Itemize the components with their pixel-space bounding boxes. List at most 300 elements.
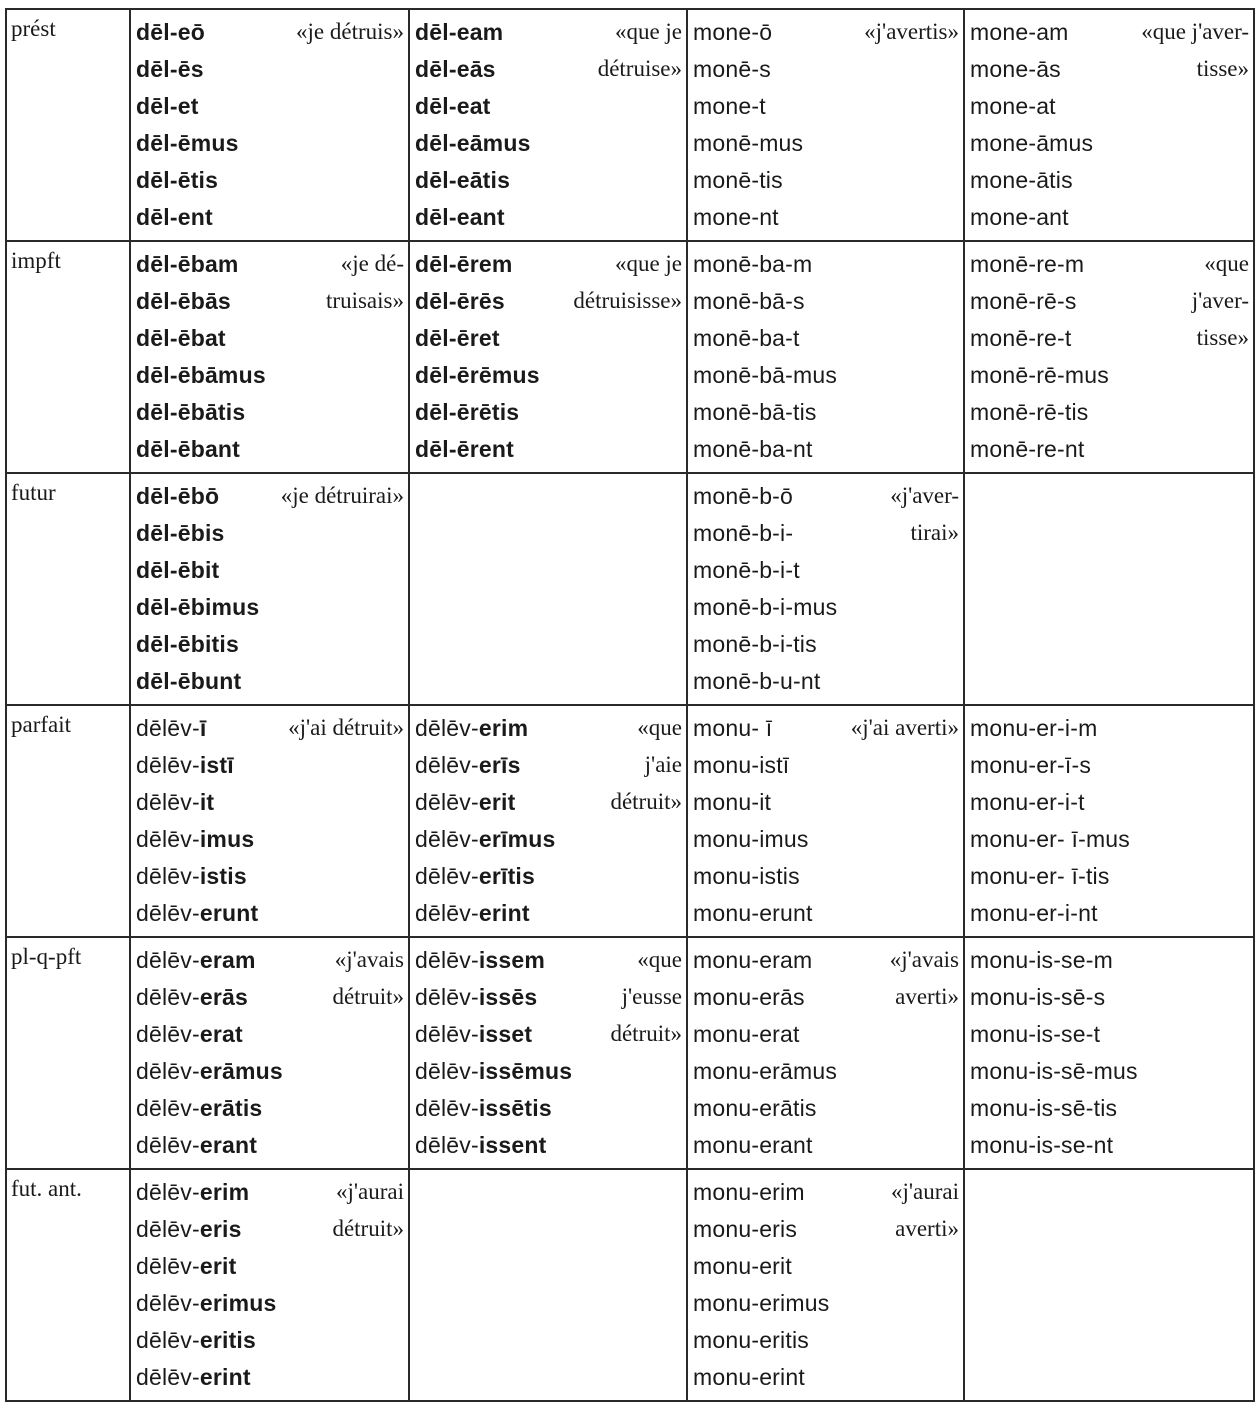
verb-stem: dēl-: [415, 288, 457, 314]
verb-form-line: [136, 16, 404, 53]
verb-ending: et: [177, 93, 199, 119]
verb-stem: dēlēv-: [415, 1058, 479, 1084]
verb-ending: erītis: [478, 863, 536, 889]
verb-form: [693, 164, 783, 201]
translation-gloss: détruise»: [597, 56, 682, 81]
verb-stem: monē-bā-tis: [693, 399, 817, 425]
verb-form: [415, 1018, 532, 1055]
verb-form: [693, 1287, 829, 1324]
verb-form-line: [136, 1287, 404, 1324]
verb-form: [693, 201, 779, 238]
verb-form: [136, 201, 213, 238]
verb-stem: monu-erant: [693, 1132, 813, 1158]
verb-ending: issēmus: [478, 1058, 573, 1084]
translation-gloss: tisse»: [1196, 325, 1249, 350]
verb-ending: erunt: [199, 900, 259, 926]
verb-ending: istis: [199, 863, 247, 889]
verb-form-line: [970, 90, 1249, 127]
verb-form: [693, 16, 772, 53]
verb-stem: monu-istī: [693, 752, 790, 778]
verb-form: [970, 712, 1097, 749]
translation-gloss: détruit»: [332, 1216, 404, 1241]
verb-form-line: [415, 396, 682, 433]
verb-stem: monu-er- ī-mus: [970, 826, 1130, 852]
translation-gloss: «je dé-: [340, 251, 404, 276]
verb-stem: dēlēv-: [136, 826, 200, 852]
verb-stem: dēlēv-: [415, 984, 479, 1010]
verb-form-line: [970, 201, 1249, 238]
verb-form-line: [415, 90, 682, 127]
translation-gloss: «que: [637, 947, 682, 972]
verb-stem: monē-b-u-nt: [693, 668, 821, 694]
verb-form-line: [136, 433, 404, 470]
verb-ending: ēbam: [177, 251, 239, 277]
verb-form-line: [693, 749, 959, 786]
conjugation-cell: [409, 473, 687, 705]
verb-stem: dēl-: [136, 93, 178, 119]
verb-stem: mone-am: [970, 19, 1069, 45]
tense-row: [6, 705, 1254, 937]
verb-stem: dēl-: [136, 668, 178, 694]
verb-stem: dēlēv-: [415, 900, 479, 926]
verb-form-line: [136, 517, 404, 554]
verb-form: [415, 1092, 552, 1129]
verb-form-line: [693, 1324, 959, 1361]
verb-form: [693, 823, 809, 860]
verb-ending: ēbimus: [177, 594, 260, 620]
verb-form-line: [415, 359, 682, 396]
verb-ending: ērētis: [456, 399, 520, 425]
verb-form: [136, 248, 239, 285]
translation-gloss: «j'ai détruit»: [288, 715, 404, 740]
verb-ending: erīmus: [478, 826, 556, 852]
verb-form-line: [693, 90, 959, 127]
verb-form-line: [970, 749, 1249, 786]
verb-stem: monu-eris: [693, 1216, 798, 1242]
verb-ending: ērent: [456, 436, 514, 462]
verb-form: [136, 1361, 251, 1398]
verb-stem: dēl-: [415, 56, 457, 82]
verb-ending: eram: [199, 947, 256, 973]
verb-form: [415, 1055, 572, 1092]
verb-ending: ēbātis: [177, 399, 246, 425]
verb-stem: dēlēv-: [415, 947, 479, 973]
verb-ending: ēbant: [177, 436, 241, 462]
verb-form: [415, 433, 514, 470]
verb-form-line: [693, 16, 959, 53]
verb-form: [136, 1018, 243, 1055]
verb-form-line: [415, 1129, 682, 1166]
verb-stem: dēlēv-: [136, 1179, 200, 1205]
verb-form: [693, 127, 803, 164]
verb-form-line: [136, 860, 404, 897]
verb-stem: monē-b-i-mus: [693, 594, 838, 620]
verb-form: [136, 1092, 262, 1129]
verb-ending: ēbis: [177, 520, 225, 546]
verb-stem: dēlēv-: [136, 1364, 200, 1390]
translation-gloss: détruit»: [610, 789, 682, 814]
verb-stem: monu-eram: [693, 947, 813, 973]
verb-form: [136, 1250, 236, 1287]
tense-row: [6, 473, 1254, 705]
verb-form-line: [136, 127, 404, 164]
verb-form-line: [693, 1129, 959, 1166]
translation-gloss: tisse»: [1196, 56, 1249, 81]
verb-ending: ent: [177, 204, 213, 230]
verb-form: [693, 1092, 817, 1129]
verb-stem: dēl-: [415, 19, 457, 45]
verb-form: [970, 285, 1077, 322]
translation-gloss: j'aver-: [1191, 288, 1249, 313]
verb-stem: monu-erit: [693, 1253, 792, 1279]
verb-form-line: [136, 823, 404, 860]
verb-form-line: [970, 248, 1249, 285]
verb-form-line: [136, 396, 404, 433]
verb-form: [970, 749, 1091, 786]
conjugation-cell: [964, 705, 1254, 937]
verb-ending: ēbō: [177, 483, 220, 509]
verb-form: [136, 433, 240, 470]
verb-form: [970, 248, 1084, 285]
tense-label: pl-q-pft: [6, 937, 130, 1169]
verb-stem: monē-b-i-: [693, 520, 794, 546]
verb-form: [136, 396, 245, 433]
verb-stem: mone-at: [970, 93, 1056, 119]
verb-ending: ēbat: [177, 325, 226, 351]
verb-form: [970, 823, 1130, 860]
translation-gloss: «j'avertis»: [864, 19, 959, 44]
verb-form: [693, 285, 805, 322]
verb-form-line: [693, 823, 959, 860]
translation-gloss: «que je: [614, 19, 682, 44]
verb-form-line: [415, 201, 682, 238]
verb-form: [136, 554, 219, 591]
verb-form-line: [970, 127, 1249, 164]
verb-ending: eritis: [199, 1327, 257, 1353]
verb-ending: issem: [478, 947, 546, 973]
verb-stem: mone-nt: [693, 204, 779, 230]
verb-form-line: [970, 164, 1249, 201]
verb-form: [136, 823, 254, 860]
tense-label: futur: [6, 473, 130, 705]
verb-stem: monē-re-t: [970, 325, 1072, 351]
verb-form: [693, 665, 820, 702]
verb-stem: dēlēv-: [136, 752, 200, 778]
verb-ending: issēs: [478, 984, 538, 1010]
verb-form: [415, 359, 540, 396]
verb-stem: dēl-: [136, 520, 178, 546]
verb-form-line: [693, 517, 959, 554]
verb-form-line: [693, 1361, 959, 1398]
tense-row: [6, 1169, 1254, 1401]
verb-stem: dēl-: [136, 399, 178, 425]
verb-form-line: [693, 322, 959, 359]
verb-stem: dēl-: [136, 325, 178, 351]
verb-stem: monē-re-nt: [970, 436, 1085, 462]
verb-ending: eātis: [456, 167, 511, 193]
verb-form-line: [970, 1092, 1249, 1129]
translation-gloss: «je détruirai»: [280, 483, 404, 508]
verb-stem: dēl-: [136, 251, 178, 277]
verb-stem: dēl-: [415, 130, 457, 156]
verb-ending: eō: [177, 19, 205, 45]
verb-form: [970, 90, 1056, 127]
verb-form: [693, 1361, 805, 1398]
verb-form-line: [970, 1129, 1249, 1166]
verb-form: [970, 127, 1093, 164]
verb-form: [136, 786, 214, 823]
verb-form: [136, 164, 218, 201]
translation-gloss: tirai»: [910, 520, 959, 545]
conjugation-cell: [409, 1169, 687, 1401]
translation-gloss: «j'aurai: [890, 1179, 959, 1204]
verb-stem: dēl-: [415, 93, 457, 119]
translation-gloss: détruit»: [332, 984, 404, 1009]
verb-form: [415, 823, 555, 860]
verb-form: [970, 322, 1072, 359]
translation-gloss: «j'avais: [334, 947, 404, 972]
verb-ending: eāmus: [456, 130, 531, 156]
verb-form: [693, 860, 800, 897]
verb-stem: monu-is-se-nt: [970, 1132, 1114, 1158]
verb-stem: dēl-: [136, 167, 178, 193]
verb-stem: monu-is-se-t: [970, 1021, 1101, 1047]
tense-label: prést: [6, 9, 130, 241]
verb-form: [693, 628, 817, 665]
verb-stem: dēlēv-: [136, 1132, 200, 1158]
verb-ending: ēret: [456, 325, 500, 351]
verb-form: [415, 981, 537, 1018]
verb-form-line: [415, 285, 682, 322]
verb-stem: dēlēv-: [415, 826, 479, 852]
verb-form: [415, 860, 535, 897]
verb-form: [136, 16, 205, 53]
verb-stem: dēl-: [136, 483, 178, 509]
conjugation-cell: [687, 1169, 964, 1401]
verb-form: [693, 248, 812, 285]
tense-label: parfait: [6, 705, 130, 937]
verb-stem: monu-imus: [693, 826, 809, 852]
verb-stem: dēl-: [136, 594, 178, 620]
translation-gloss: «je détruis»: [296, 19, 404, 44]
verb-form: [136, 665, 241, 702]
verb-stem: monu-er-ī-s: [970, 752, 1092, 778]
verb-stem: dēlēv-: [415, 1021, 479, 1047]
translation-gloss: j'eusse: [621, 984, 682, 1009]
verb-ending: erant: [199, 1132, 258, 1158]
verb-stem: dēlēv-: [136, 900, 200, 926]
verb-ending: erim: [199, 1179, 250, 1205]
verb-form-line: [693, 628, 959, 665]
verb-form: [415, 53, 496, 90]
verb-form: [415, 201, 505, 238]
verb-form-line: [136, 1129, 404, 1166]
verb-stem: mone-āmus: [970, 130, 1094, 156]
verb-form: [415, 127, 531, 164]
verb-form: [136, 1176, 249, 1213]
verb-form-line: [136, 164, 404, 201]
verb-form: [693, 1250, 792, 1287]
verb-stem: monu-erāmus: [693, 1058, 838, 1084]
verb-stem: monē-re-m: [970, 251, 1085, 277]
tense-label: fut. ant.: [6, 1169, 130, 1401]
conjugation-cell: [687, 241, 964, 473]
verb-stem: dēlēv-: [136, 1327, 200, 1353]
verb-form: [693, 1018, 800, 1055]
verb-stem: mone-ant: [970, 204, 1069, 230]
verb-stem: monu-erunt: [693, 900, 813, 926]
verb-form-line: [970, 433, 1249, 470]
verb-form-line: [415, 53, 682, 90]
verb-form: [970, 1092, 1117, 1129]
verb-stem: dēl-: [136, 130, 178, 156]
verb-form: [415, 396, 519, 433]
verb-form: [136, 628, 239, 665]
conjugation-cell: [964, 9, 1254, 241]
translation-gloss: «j'avais: [889, 947, 959, 972]
verb-form: [970, 1055, 1138, 1092]
verb-form: [970, 897, 1098, 934]
verb-form-line: [136, 1213, 404, 1250]
verb-form-line: [693, 1213, 959, 1250]
verb-ending: ēbunt: [177, 668, 242, 694]
verb-form: [415, 90, 491, 127]
verb-form-line: [693, 712, 959, 749]
verb-form: [136, 897, 258, 934]
translation-gloss: averti»: [895, 1216, 959, 1241]
verb-form: [136, 322, 226, 359]
verb-stem: mone-ās: [970, 56, 1061, 82]
verb-stem: dēl-: [136, 288, 178, 314]
verb-stem: monē-tis: [693, 167, 783, 193]
verb-form: [415, 16, 503, 53]
verb-form-line: [415, 897, 682, 934]
verb-stem: monē-ba-t: [693, 325, 800, 351]
verb-form: [693, 749, 789, 786]
verb-form: [970, 53, 1061, 90]
verb-form: [693, 517, 793, 554]
verb-form: [136, 1055, 283, 1092]
conjugation-cell: [964, 937, 1254, 1169]
verb-stem: dēl-: [415, 167, 457, 193]
verb-form-line: [693, 248, 959, 285]
verb-form-line: [415, 786, 682, 823]
verb-form-line: [136, 1250, 404, 1287]
verb-stem: monē-b-ō: [693, 483, 794, 509]
verb-form-line: [136, 322, 404, 359]
verb-form-line: [693, 1176, 959, 1213]
verb-stem: monu-erint: [693, 1364, 805, 1390]
verb-form-line: [693, 127, 959, 164]
verb-ending: ērem: [456, 251, 513, 277]
verb-form-line: [136, 1092, 404, 1129]
verb-form-line: [136, 897, 404, 934]
translation-gloss: «que j'aver-: [1141, 19, 1249, 44]
verb-form-line: [693, 981, 959, 1018]
verb-ending: ī: [199, 715, 207, 741]
verb-form-line: [970, 981, 1249, 1018]
conjugation-cell: [409, 705, 687, 937]
verb-stem: dēl-: [136, 436, 178, 462]
verb-ending: ētis: [177, 167, 219, 193]
verb-ending: erit: [478, 789, 516, 815]
verb-form-line: [136, 1176, 404, 1213]
verb-stem: monu-er-i-m: [970, 715, 1098, 741]
verb-stem: mone-ātis: [970, 167, 1073, 193]
verb-ending: eris: [199, 1216, 242, 1242]
conjugation-cell: [964, 241, 1254, 473]
verb-ending: eās: [456, 56, 496, 82]
verb-stem: dēl-: [415, 362, 457, 388]
conjugation-cell: [687, 9, 964, 241]
verb-ending: ēbitis: [177, 631, 239, 657]
verb-stem: monē-ba-nt: [693, 436, 813, 462]
verb-form-line: [136, 90, 404, 127]
verb-ending: ēbit: [177, 557, 220, 583]
verb-form-line: [970, 16, 1249, 53]
translation-gloss: «j'aurai: [335, 1179, 404, 1204]
verb-stem: monu-er- ī-tis: [970, 863, 1110, 889]
verb-form: [693, 981, 805, 1018]
conjugation-cell: [130, 937, 409, 1169]
verb-form-line: [693, 1092, 959, 1129]
verb-form-line: [136, 1361, 404, 1398]
translation-gloss: averti»: [895, 984, 959, 1009]
verb-ending: erint: [199, 1364, 251, 1390]
verb-form-line: [970, 944, 1249, 981]
verb-stem: dēlēv-: [415, 863, 479, 889]
verb-stem: dēl-: [136, 19, 178, 45]
verb-form: [136, 712, 206, 749]
verb-form: [970, 433, 1084, 470]
verb-form: [970, 164, 1073, 201]
verb-ending: erat: [199, 1021, 243, 1047]
verb-stem: dēl-: [136, 557, 178, 583]
verb-ending: ērēmus: [456, 362, 540, 388]
verb-form-line: [136, 1324, 404, 1361]
verb-form: [693, 322, 800, 359]
verb-ending: erās: [199, 984, 248, 1010]
verb-form: [693, 480, 793, 517]
verb-ending: isset: [478, 1021, 533, 1047]
verb-ending: erātis: [199, 1095, 263, 1121]
verb-stem: monu-erās: [693, 984, 805, 1010]
verb-stem: dēlēv-: [415, 1095, 479, 1121]
translation-gloss: détruit»: [610, 1021, 682, 1046]
verb-form-line: [970, 860, 1249, 897]
verb-form-line: [415, 322, 682, 359]
verb-form-line: [415, 749, 682, 786]
verb-form: [136, 480, 219, 517]
verb-form: [970, 1018, 1100, 1055]
translation-gloss: j'aie: [644, 752, 682, 777]
translation-gloss: «j'ai averti»: [850, 715, 959, 740]
verb-form: [136, 860, 247, 897]
verb-ending: ēbās: [177, 288, 231, 314]
verb-form-line: [693, 396, 959, 433]
verb-form-line: [136, 591, 404, 628]
verb-form: [693, 396, 817, 433]
verb-form-line: [970, 786, 1249, 823]
verb-stem: dēlēv-: [415, 789, 479, 815]
verb-form-line: [136, 628, 404, 665]
verb-form: [415, 248, 513, 285]
conjugation-cell: [130, 705, 409, 937]
verb-form-line: [693, 944, 959, 981]
verb-stem: monē-mus: [693, 130, 804, 156]
verb-stem: monē-bā-s: [693, 288, 805, 314]
verb-ending: erāmus: [199, 1058, 283, 1084]
